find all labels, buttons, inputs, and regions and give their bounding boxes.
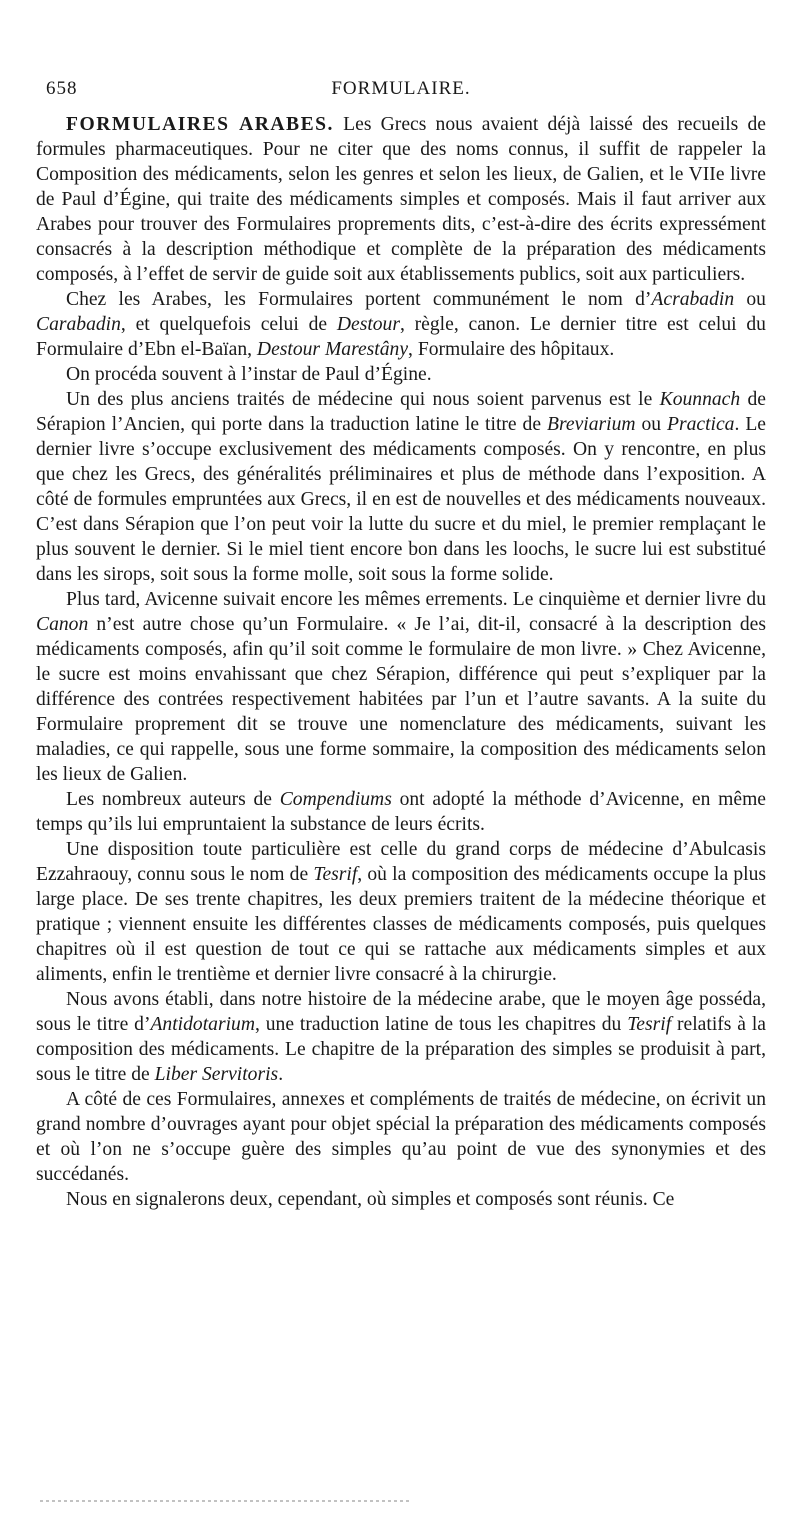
page-number: 658 bbox=[46, 78, 78, 99]
italic-term: Tesrif bbox=[627, 1014, 672, 1035]
paragraph-acrabadin bbox=[36, 287, 766, 362]
italic-term: Breviarium bbox=[547, 414, 636, 435]
paragraph-text: n’est autre chose qu’un Formulaire. « Je l’ai, dit-il, consacré à la description des médicaments composés, afin qu’il soit comme le formulaire de mon livre. » Chez Avicenne, le sucre est moins envahissant que chez Sérapion, différence qui peut s’expliquer par la différence des contrées respectivement habitées par l’un et l’autre savants. A la suite du Formulaire proprement dit se trouve une nomenclature des médicaments, suivant les maladies, ce qui rappelle, sous une forme sommaire, la composition des médicaments selon les lieux de Galien. bbox=[36, 614, 766, 785]
paragraph-text: , une traduction latine de tous les chapitres du bbox=[254, 1014, 628, 1035]
book-page bbox=[36, 78, 766, 1212]
running-head bbox=[36, 78, 766, 112]
paragraph-text: , et quelquefois celui de bbox=[120, 314, 337, 335]
section-heading: FORMULAIRES ARABES. bbox=[66, 114, 334, 135]
paragraph-text: . bbox=[278, 1064, 284, 1085]
paragraph-compendiums bbox=[36, 787, 766, 837]
italic-term: Antidotarium bbox=[150, 1014, 255, 1035]
paragraph-text: , règle, canon. Le dernier titre est celui du Formulaire d’Ebn el-Baïan, bbox=[36, 314, 766, 360]
italic-term: Canon bbox=[36, 614, 89, 635]
paragraph-text: . Le dernier livre s’occupe exclusivement des médicaments composés. On y rencontre, en plus que chez les Grecs, des généralités préliminaires et plus de méthode dans l’exposition. A côté de formules empruntées aux Grecs, il en est de nouvelles et des médicaments nouveaux. C’est dans Sérapion que l’on peut voir la lutte du sucre et du miel, le premier remplaçant le plus souvent le dernier. Si le miel tient encore bon dans les loochs, le sucre lui est substitué dans les sirops, soit sous la forme molle, soit sous la forme solide. bbox=[36, 414, 766, 585]
paragraph-paul-egine bbox=[36, 362, 766, 387]
paragraph-text: ou bbox=[734, 289, 766, 310]
italic-term: Acrabadin bbox=[651, 289, 735, 310]
paragraph-text: Plus tard, Avicenne suivait encore les mêmes errements. Le cinquième et dernier livre du bbox=[66, 589, 766, 610]
paragraph-text: Nous avons établi, dans notre histoire de la médecine arabe, que le moyen âge posséda, sous le titre d’ bbox=[36, 989, 766, 1035]
footer-faint-line bbox=[40, 1500, 410, 1502]
paragraph-signalerons bbox=[36, 1187, 766, 1212]
paragraph-text: On procéda souvent à l’instar de Paul d’Égine. bbox=[66, 364, 432, 385]
paragraph-text: ou bbox=[635, 414, 668, 435]
paragraph-text: relatifs à la composition des médicaments. Le chapitre de la préparation des simples se produisit à part, sous le titre de bbox=[36, 1014, 766, 1085]
paragraph-text: Nous en signalerons deux, cependant, où simples et composés sont réunis. Ce bbox=[66, 1189, 675, 1210]
paragraph-text: , où la composition des médicaments occupe la plus large place. De ses trente chapitres, les deux premiers traitent de la médecine théorique et pratique ; viennent ensuite les différentes classes de médicaments composés, puis quelques chapitres où il est question de tout ce qui se rattache aux médicaments simples et aux aliments, enfin le trentième et dernier livre consacré à la chirurgie. bbox=[36, 864, 766, 985]
italic-term: Tesrif bbox=[313, 864, 358, 885]
paragraph-serapion bbox=[36, 387, 766, 587]
italic-term: Practica bbox=[667, 414, 735, 435]
paragraph-avicenne bbox=[36, 587, 766, 787]
paragraph-text: Chez les Arabes, les Formulaires portent communément le nom d’ bbox=[66, 289, 652, 310]
italic-term: Kounnach bbox=[659, 389, 741, 410]
italic-term: Destour Marestâny bbox=[256, 339, 409, 360]
italic-term: Carabadin bbox=[36, 314, 121, 335]
paragraph-abulcasis bbox=[36, 837, 766, 987]
paragraph-formulaires-arabes bbox=[36, 112, 766, 287]
page-title: FORMULAIRE. bbox=[331, 78, 471, 99]
paragraph-text: Un des plus anciens traités de médecine qui nous soient parvenus est le bbox=[66, 389, 660, 410]
italic-term: Destour bbox=[336, 314, 400, 335]
paragraph-text: ont adopté la méthode d’Avicenne, en même temps qu’ils lui empruntaient la substance de leurs écrits. bbox=[36, 789, 767, 835]
paragraph-ouvrages bbox=[36, 1087, 766, 1187]
paragraph-text: Une disposition toute particulière est celle du grand corps de médecine d’Abulcasis Ezzahraouy, connu sous le nom de bbox=[36, 839, 766, 885]
paragraph-text: Les Grecs nous avaient déjà laissé des recueils de formules pharmaceutiques. Pour ne citer que des noms connus, il suffit de rappeler la Composition des médicaments, selon les genres et selon les lieux, de Galien, et le VIIe livre de Paul d’Égine, qui traite des médicaments simples et composés. Mais il faut arriver aux Arabes pour trouver des Formulaires proprements dits, c’est-à-dire des écrits expressément consacrés à la description méthodique et complète de la préparation des médicaments composés, à l’effet de servir de guide soit aux établissements publics, soit aux particuliers. bbox=[36, 114, 766, 285]
body-text bbox=[36, 112, 766, 1212]
paragraph-text: A côté de ces Formulaires, annexes et compléments de traités de médecine, on écrivit un grand nombre d’ouvrages ayant pour objet spécial la préparation des médicaments composés et où l’on ne s’occupe guère des simples qu’au point de vue des synonymies et des succédanés. bbox=[36, 1089, 766, 1185]
paragraph-text: Les nombreux auteurs de bbox=[66, 789, 280, 810]
italic-term: Liber Servitoris bbox=[154, 1064, 279, 1085]
paragraph-antidotarium bbox=[36, 987, 766, 1087]
italic-term: Compendiums bbox=[279, 789, 392, 810]
paragraph-text: de Sérapion l’Ancien, qui porte dans la traduction latine le titre de bbox=[36, 389, 766, 435]
paragraph-text: , Formulaire des hôpitaux. bbox=[408, 339, 615, 360]
